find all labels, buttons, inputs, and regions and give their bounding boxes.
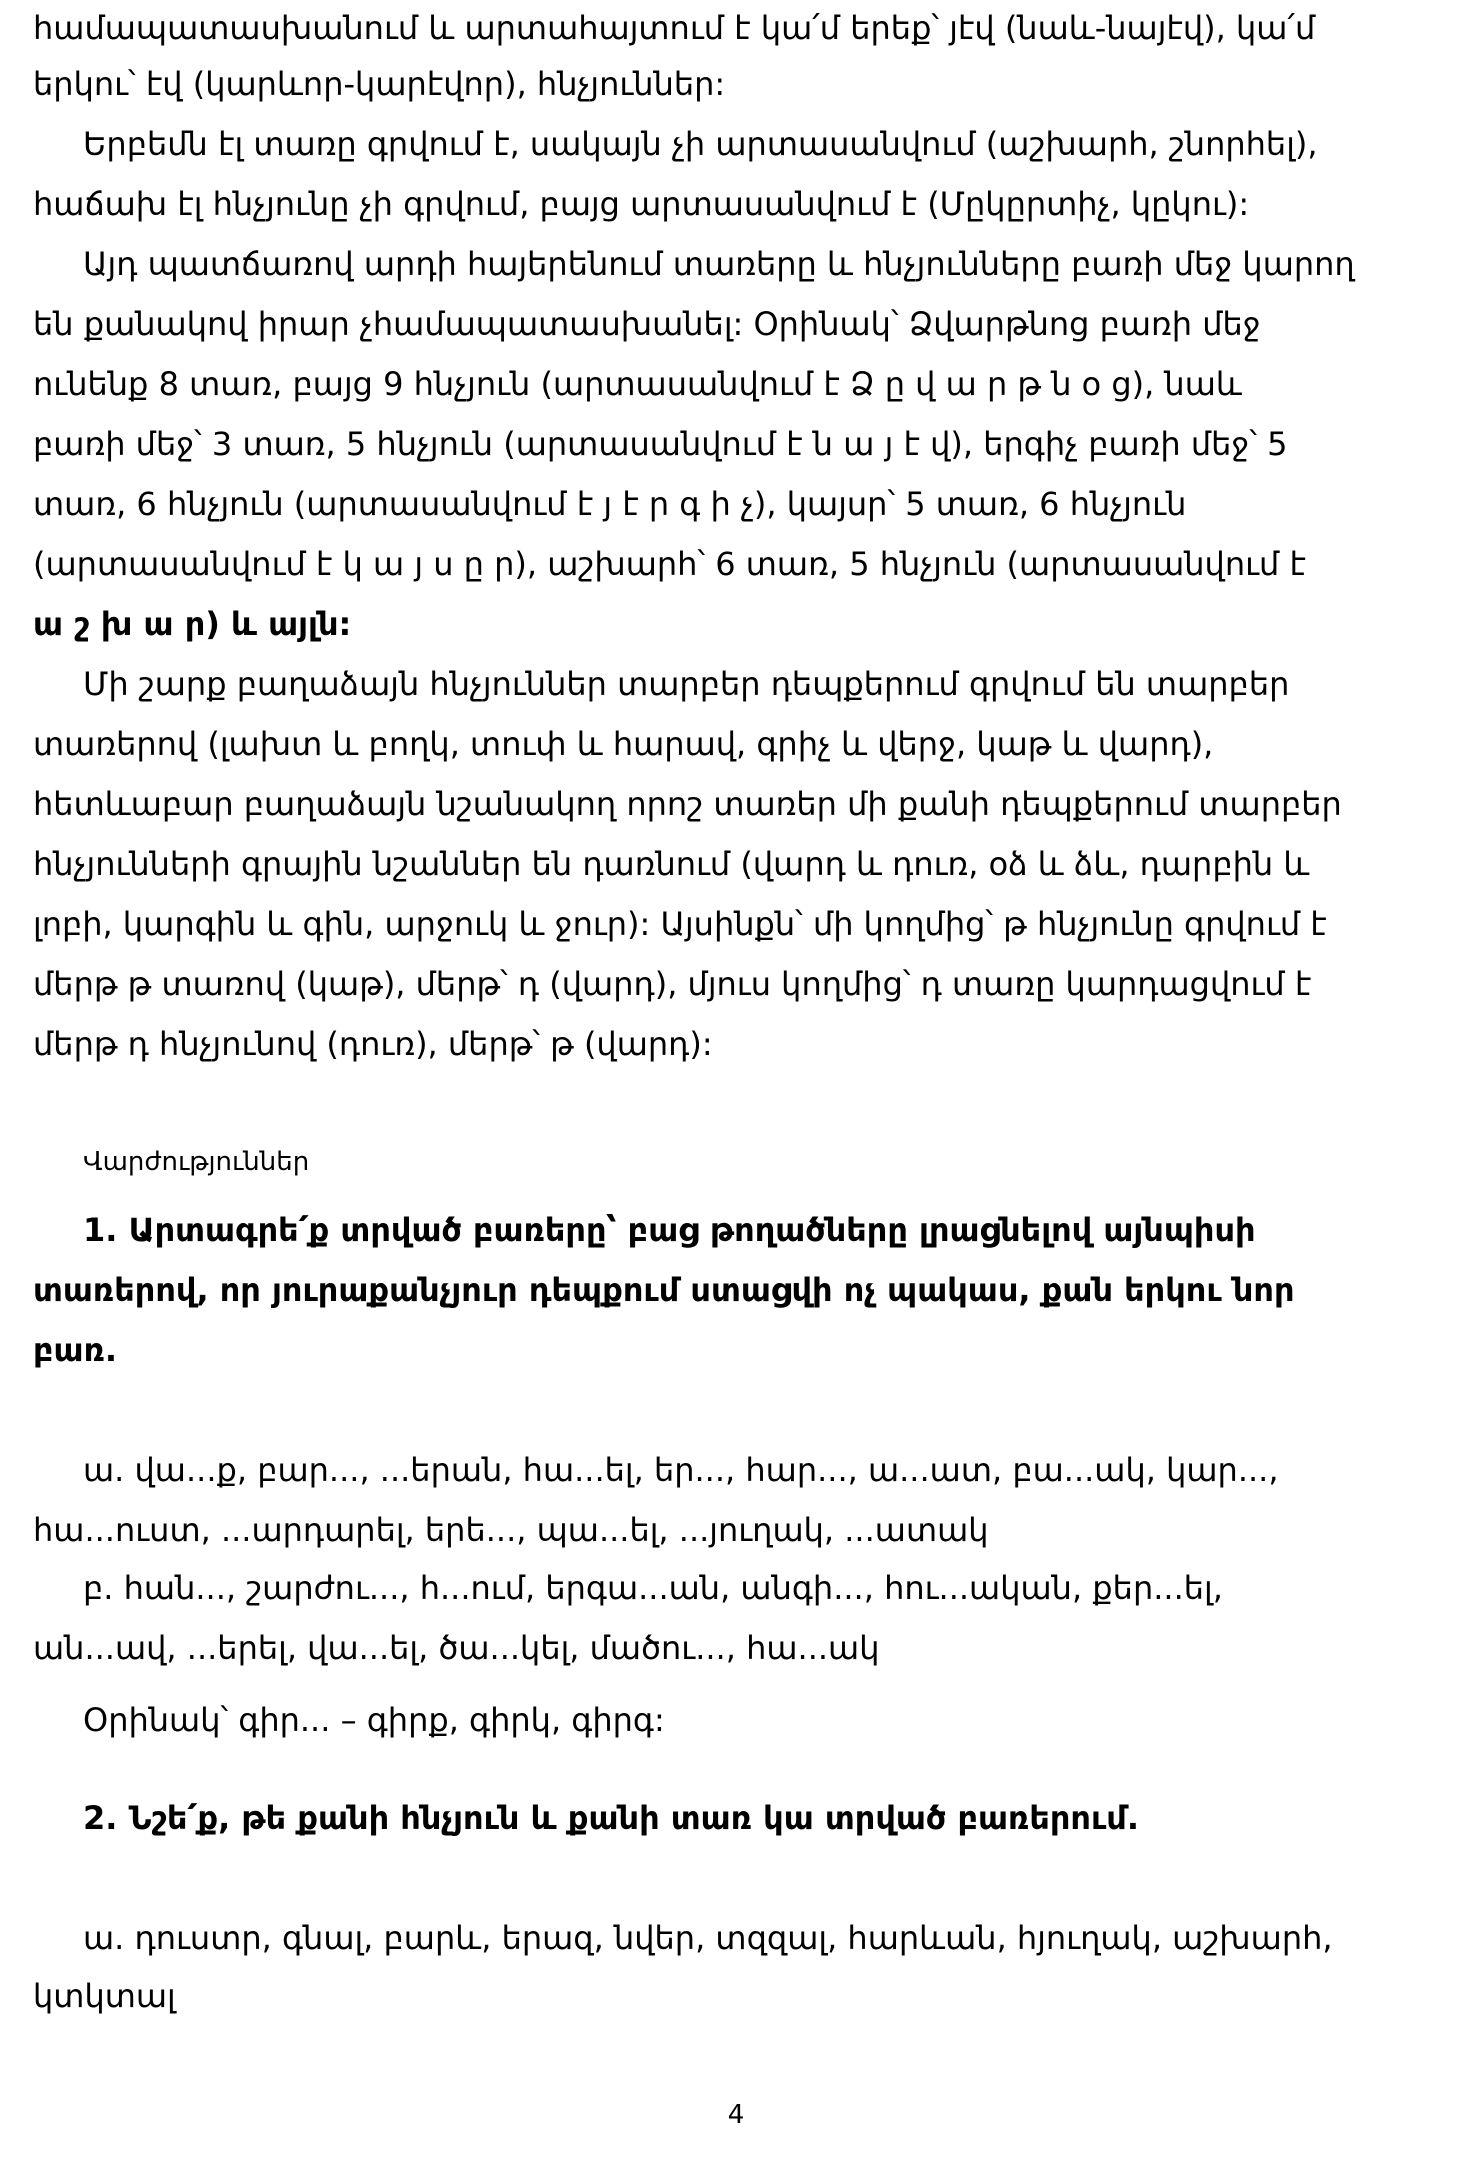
exercise-1-b-line-2: ան...ավ, ...երել, վա...ել, ծա...կել, մածու..., հա...ակ bbox=[33, 1629, 880, 1667]
exercise-1-line-3: բառ. bbox=[33, 1331, 118, 1369]
paragraph-4-line-3: հետևաբար բաղաձայն նշանակող որոշ տառեր մի քանի դեպքերում տարբեր bbox=[33, 785, 1342, 823]
paragraph-1-line-2: երկու՝ էվ (կարևոր-կարէվոր), հնչյուններ: bbox=[33, 65, 726, 103]
section-heading: Վարժություններ bbox=[83, 1147, 310, 1177]
exercise-1-b-line-1: բ. հան..., շարժու..., հ...ում, երգա...ան, անգի..., հու...ական, քեր...ել, bbox=[83, 1569, 1223, 1607]
exercise-2-a-line-1: ա. դուստր, գնալ, բարև, երազ, նվեր, տզզալ, հարևան, հյուղակ, աշխարհ, bbox=[83, 1919, 1333, 1957]
paragraph-4-line-4: հնչյունների գրային նշաններ են դառնում (վարդ և դուռ, օձ և ձև, դարբին և bbox=[33, 845, 1310, 883]
paragraph-3-line-7: ա շ խ ա ր) և այլն: bbox=[33, 605, 352, 643]
paragraph-4-line-1: Մի շարք բաղաձայն հնչյուններ տարբեր դեպքերում գրվում են տարբեր bbox=[83, 665, 1290, 703]
paragraph-3-line-1: Այդ պատճառով արդի հայերենում տառերը և հնչյունները բառի մեջ կարող bbox=[83, 245, 1355, 283]
exercise-1-line-2: տառերով, որ յուրաքանչյուր դեպքում ստացվի ոչ պակաս, քան երկու նոր bbox=[33, 1271, 1295, 1309]
exercise-1-a-line-1: ա. վա...ք, բար..., ...երան, հա...ել, եր..., հար..., ա...ատ, բա...ակ, կար..., bbox=[83, 1451, 1279, 1489]
paragraph-4-line-2: տառերով (լախտ և բողկ, տուփ և հարավ, գրիչ և վերջ, կաթ և վարդ), bbox=[33, 725, 1214, 763]
paragraph-3-line-5: տառ, 6 հնչյուն (արտասանվում է յ է ր գ ի չ), կայսր՝ 5 տառ, 6 հնչյուն bbox=[33, 485, 1187, 523]
paragraph-3-line-3: ունենք 8 տառ, բայց 9 հնչյուն (արտասանվում է Ձ ը վ ա ր թ ն օ ց), նաև bbox=[33, 365, 1242, 403]
exercise-2-prompt: 2. Նշե՛ք, թե քանի հնչյուն և քանի տառ կա տրված բառերում. bbox=[83, 1799, 1140, 1837]
paragraph-3-line-2: են քանակով իրար չհամապատասխանել: Օրինակ՝ Ձվարթնոց բառի մեջ bbox=[33, 305, 1261, 343]
paragraph-2-line-1: Երբեմն էլ տառը գրվում է, սակայն չի արտասանվում (աշխարհ, շնորհել), bbox=[83, 125, 1318, 163]
paragraph-4-line-6: մերթ թ տառով (կաթ), մերթ՝ դ (վարդ), մյուս կողմից՝ դ տառը կարդացվում է bbox=[33, 965, 1312, 1003]
exercise-1-a-line-2: հա...ուստ, ...արդարել, երե..., պա...ել, ...յուղակ, ...ատակ bbox=[33, 1511, 989, 1549]
exercise-1-example: Օրինակ՝ գիր... – գիրք, գիրկ, գիրգ: bbox=[83, 1701, 665, 1739]
exercise-2-a-line-2: կտկտալ bbox=[33, 1977, 176, 2015]
paragraph-4-line-7: մերթ դ հնչյունով (դուռ), մերթ՝ թ (վարդ): bbox=[33, 1025, 713, 1063]
exercise-1-line-1: 1. Արտագրե՛ք տրված բառերը՝ բաց թողածները լրացնելով այնպիսի bbox=[83, 1211, 1256, 1249]
paragraph-3-line-4: բառի մեջ՝ 3 տառ, 5 հնչյուն (արտասանվում է ն ա յ է վ), երգիչ բառի մեջ՝ 5 bbox=[33, 425, 1288, 463]
paragraph-2-line-2: հաճախ էլ հնչյունը չի գրվում, բայց արտասանվում է (Մըկըրտիչ, կըկու): bbox=[33, 185, 1250, 223]
paragraph-4-line-5: լոբի, կարգին և գին, արջուկ և ջուր): Այսինքն՝ մի կողմից՝ թ հնչյունը գրվում է bbox=[33, 905, 1327, 943]
paragraph-3-line-6: (արտասանվում է կ ա յ ս ը ր), աշխարհ՝ 6 տառ, 5 հնչյուն (արտասանվում է bbox=[33, 545, 1306, 583]
paragraph-1-line-1: համապատասխանում և արտահայտում է կա՛մ երեք՝ յէվ (նաև-նայէվ), կա՛մ bbox=[33, 9, 1316, 47]
page-number: 4 bbox=[727, 2100, 745, 2130]
